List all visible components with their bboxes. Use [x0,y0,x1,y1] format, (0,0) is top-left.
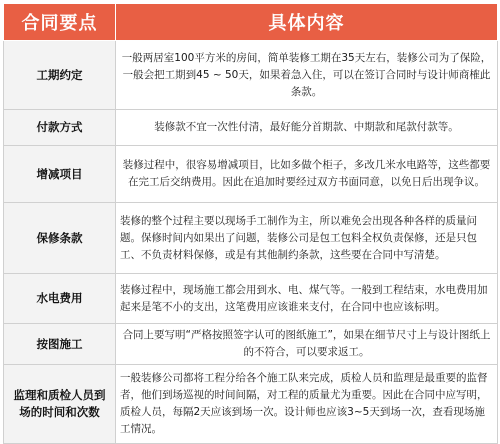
row-key-changes: 增减项目 [4,146,116,203]
row-key-warranty: 保修条款 [4,203,116,274]
row-key-payment: 付款方式 [4,110,116,146]
table-row [4,146,498,203]
row-key-utilities: 水电费用 [4,274,116,324]
table-row [4,110,498,146]
row-content-payment: 装修款不宜一次性付清，最好能分首期款、中期款和尾款付款等。 [116,110,498,146]
row-content-warranty: 装修的整个过程主要以现场手工制作为主，所以难免会出现各种各样的质量问题。保修时间内如果出了问题，装修公司是包工包料全权负责保修，还是只包工、不负责材料保修，或是有其他制约条款，这些要在合同中写清楚。 [116,203,498,274]
header-contract-points: 合同要点 [4,4,116,41]
row-content-supervision: 一般装修公司都将工程分给各个施工队来完成，质检人员和监理是最重要的监督者，他们到场巡视的时间间隔，对工程的质量尤为重要。因此在合同中应写明，质检人员，每隔2天应该到场一次。设计师也应该3~5天到场一次，查看现场施工情况。 [116,365,498,444]
table-row [4,274,498,324]
row-key-schedule: 工期约定 [4,41,116,110]
table-row [4,324,498,365]
row-key-drawings: 按图施工 [4,324,116,365]
row-content-changes: 装修过程中，很容易增减项目，比如多做个柜子，多改几米水电路等，这些都要在完工后交纳费用。因此在追加时要经过双方书面同意，以免日后出现争议。 [116,146,498,203]
header-details: 具体内容 [116,4,498,41]
row-key-supervision: 监理和质检人员到场的时间和次数 [4,365,116,444]
table-row [4,365,498,444]
row-content-schedule: 一般两居室100平方米的房间，简单装修工期在35天左右，装修公司为了保险，一般会把工期到45 ~ 50天，如果着急入住，可以在签订合同时与设计师商榷此条款。 [116,41,498,110]
contract-points-table-container [3,3,497,443]
row-content-utilities: 装修过程中，现场施工都会用到水、电、煤气等。一般到工程结束，水电费用加起来是笔不小的支出，这笔费用应该谁来支付，在合同中也应该标明。 [116,274,498,324]
table-header-row [4,4,498,41]
table-row [4,203,498,274]
table-row [4,41,498,110]
row-content-drawings: 合同上要写明“严格按照签字认可的图纸施工”，如果在细节尺寸上与设计图纸上的不符合，可以要求返工。 [116,324,498,365]
contract-points-table [3,3,498,444]
